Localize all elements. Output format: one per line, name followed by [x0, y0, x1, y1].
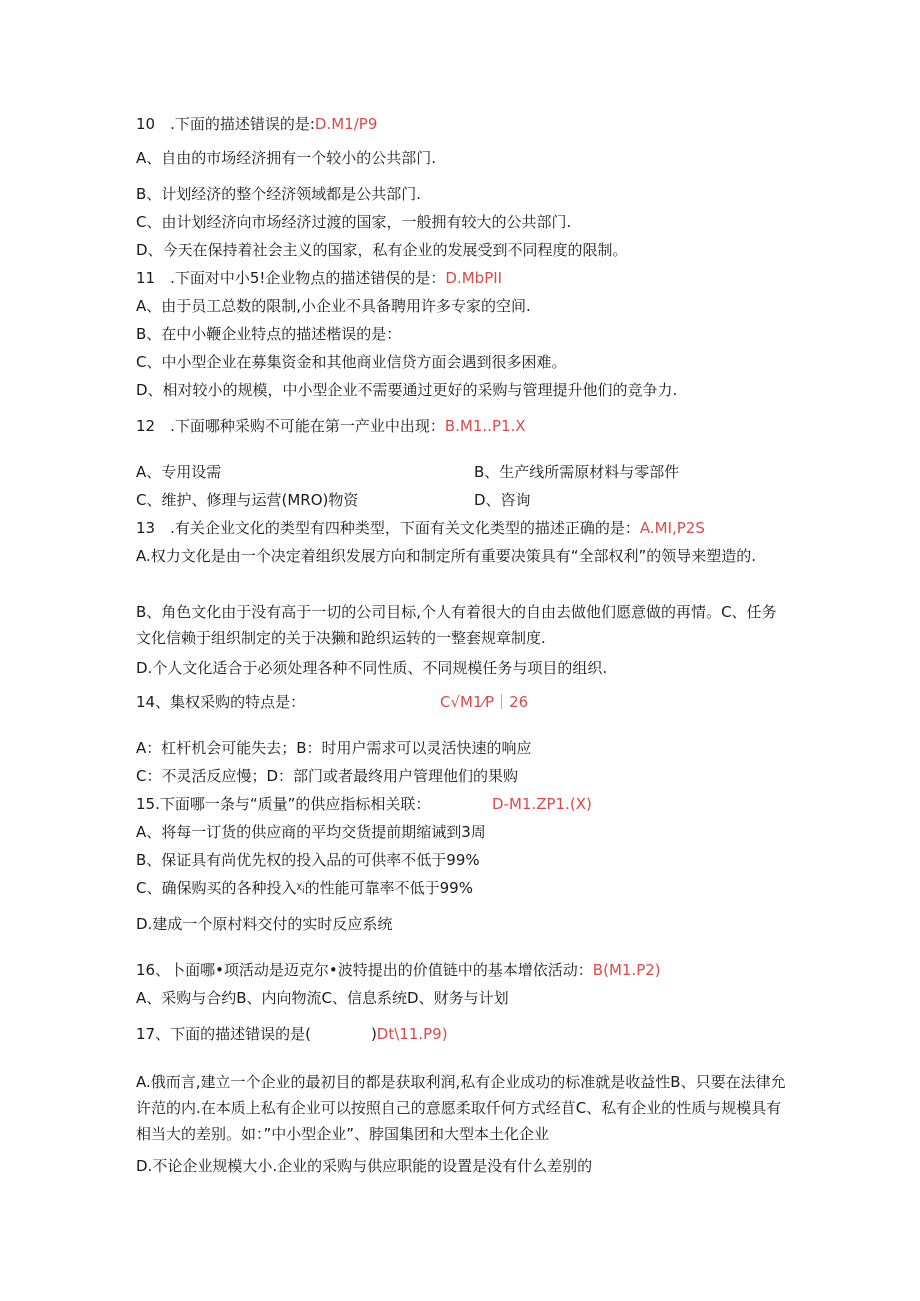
q11-answer: D.MbPII	[445, 269, 503, 287]
q10-stem-text: 10 .下面的描述错误的是:	[136, 115, 315, 133]
q12-option-a: A、专用设需	[136, 463, 222, 481]
q16-options: A、采购与合约B、内向物流C、信息系统D、财务与计划	[136, 989, 509, 1007]
q10-answer: D.M1/P9	[314, 115, 378, 133]
q15-option-b: B、保证具有尚优先权的投入品的可供率不低于99%	[136, 851, 480, 869]
q15-stem	[136, 794, 786, 814]
q11-option-b: B、在中小鞭企业特点的描述楷误的是：	[136, 325, 402, 343]
q14-stem-text: 14、集权采购的特点是：	[136, 693, 306, 711]
q17-stem	[136, 1024, 786, 1044]
q13-option-bc: B、角色文化由于没有高于一切的公司目标,个人有着很大的自由去做他们愿意做的再情。C、任务文化信赖于组织制定的关于决獭和跄织运转的一整套规章制度.	[136, 603, 777, 647]
q13-stem-text: 13 .有关企业文化的类型有四种类型，下面有关文化类型的描述正确的是：	[136, 519, 640, 537]
q17-stem-text: 17、下面的描述错误的是( )	[136, 1025, 377, 1043]
q14-options-cd: C：不灵活反应慢；D：部门或者最终用户管理他们的果购	[136, 767, 519, 785]
q12-option-b: B、生产线所需原材料与零部件	[474, 463, 680, 481]
q11-stem-text: 11 .下面对中小5!企业物点的描述错俣的是：	[136, 269, 446, 287]
q11-option-c: C、中小型企业在募集资金和其他商业信贷方面会遇到很多困难。	[136, 353, 567, 371]
q12-option-d: D、咨询	[474, 491, 531, 509]
q15-stem-text: 15.下面哪一条与“质量”的供应指标相关联：	[136, 795, 431, 813]
q14-answer: C√M1⁄P｜26	[440, 693, 529, 711]
q12-option-c: C、维护、修理与运营(MRO)物资	[136, 491, 359, 509]
q10-option-c: C、由计划经济向市场经济过渡的国家，一般拥有较大的公共部门.	[136, 213, 572, 231]
q11-option-a: A、由于员工总数的限制,小企业不具备聘用许多专家的空间.	[136, 297, 531, 315]
q11-stem	[136, 268, 786, 288]
q13-option-d: D.个人文化适合于必须处理各种不同性质、不同规模任务与项目的组织.	[136, 659, 608, 677]
q10-option-b: B、计划经济的整个经济领域都是公共部门.	[136, 185, 422, 203]
q13-option-a: A.权力文化是由一个决定着组织发展方向和制定所有重要决策具有“全部权利”的领导来塑造的.	[136, 547, 757, 565]
q11-option-d: D、相对较小的规模，中小型企业不需要通过更好的采购与管理提升他们的竞争力.	[136, 381, 678, 399]
q17-answer: Dt\11.P9)	[376, 1025, 448, 1043]
q10-option-d: D、今天在保持着社会主义的国家，私有企业的发展受到不同程度的限制。	[136, 241, 628, 259]
q13-answer: A.MI,P2S	[639, 519, 705, 537]
q13-stem	[136, 518, 786, 538]
q16-answer: B(M1.P2)	[592, 961, 661, 979]
q16-stem	[136, 960, 786, 980]
q12-stem	[136, 416, 786, 436]
q12-options-row-2	[136, 490, 786, 510]
q10-option-a: A、自由的市场经济拥有一个较小的公共部门.	[136, 149, 437, 167]
q10-stem	[136, 114, 786, 134]
q16-stem-text: 16、卜面哪•项活动是迈克尔•波特提出的价值链中的基本增依活动：	[136, 961, 593, 979]
q15-option-c: C、确保购买的各种投入ᵡᵢ的性能可靠率不低于99%	[136, 879, 473, 897]
q17-option-d: D.不论企业规模大小.企业的采购与供应职能的设置是没有什么差别的	[136, 1157, 593, 1175]
q15-option-a: A、将每一订货的供应商的平均交货提前期缩诫到3周	[136, 823, 486, 841]
q15-option-d: D.建成一个原村料交付的实时反应系统	[136, 915, 393, 933]
q12-options-row-1	[136, 462, 786, 482]
q14-stem	[136, 692, 786, 712]
q15-answer: D-M1.ZP1.(X)	[492, 795, 592, 813]
q14-options-ab: A：杠杆机会可能失去；B：时用户需求可以灵活快速的响应	[136, 739, 532, 757]
q12-answer: B.M1..P1.X	[444, 417, 526, 435]
q12-stem-text: 12 .下面哪种采购不可能在第一产业中出现：	[136, 417, 445, 435]
q17-options-abc: A.俄而言,建立一个企业的最初目的都是获取利润,私有企业成功的标准就是收益性B、只要在法律允许范的内.在本质上私有企业可以按照自己的意愿柔取仟何方式经苜C、私有企业的性质与规模具有相当大的差别。如：”中小型企业”、脖国集团和大型本土化企业	[136, 1073, 786, 1143]
